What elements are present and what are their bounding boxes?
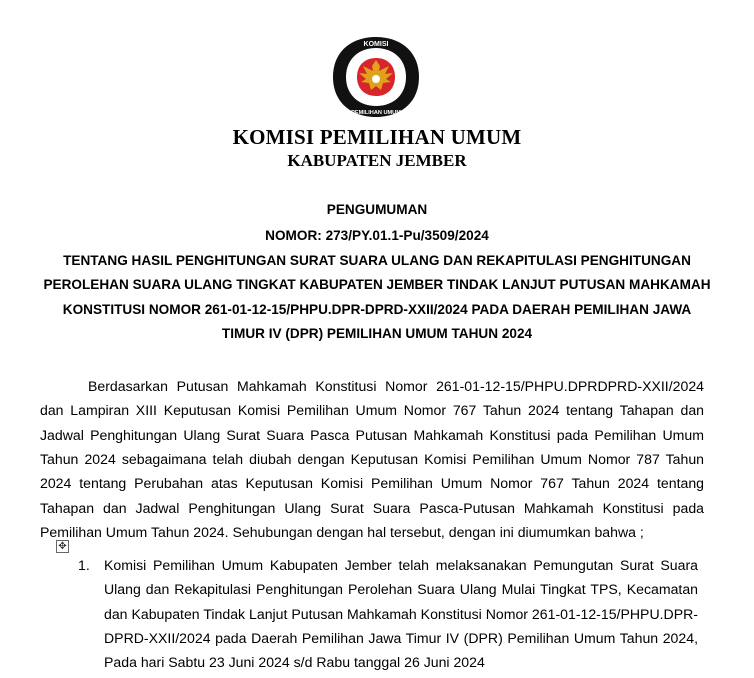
kpu-logo [331, 36, 421, 118]
move-cross-icon[interactable]: ✥ [56, 540, 69, 553]
logo-text-top: KOMISI [363, 41, 389, 48]
list-item-text: Komisi Pemilihan Umum Kabupaten Jember telah melaksanakan Pemungutan Surat Suara Ulang dan Rekapitulasi Penghitungan Perolehan Suara Ulang Mulai Tingkat TPS, Kecamatan dan Kabupaten Tindak Lanjut Putusan Mahkamah Konstitusi Nomor 261-01-12-15/PHPU.DPR-DPRD-XXII/2024 pada Daerah Pemilihan Jawa Timur IV (DPR) Pemilihan Umum Tahun 2024, Pada hari Sabtu 23 Juni 2024 s/d Rabu tanggal 26 Juni 2024 [104, 557, 698, 671]
org-name: KOMISI PEMILIHAN UMUM [232, 125, 522, 149]
announcement-subject: TENTANG HASIL PENGHITUNGAN SURAT SUARA ULANG DAN REKAPITULASI PENGHITUNGAN PEROLEHAN SUARA ULANG TINGKAT KABUPATEN JEMBER TINDAK LANJUT PUTUSAN MAHKAMAH KONSTITUSI NOMOR 261-01-12-15/PHPU.DPR-DPRD-XXII/2024 PADA DAERAH PEMILIHAN JAWA TIMUR IV (DPR) PEMILIHAN UMUM TAHUN 2024 [43, 253, 711, 341]
list-item-number: 1. [78, 557, 90, 573]
body-paragraph: Berdasarkan Putusan Mahkamah Konstitusi Nomor 261-01-12-15/PHPU.DPRDPRD-XXII/2024 dan Lampiran XIII Keputusan Komisi Pemilihan Umum Nomor 767 Tahun 2024 tentang Tahapan dan Jadwal Penghitungan Ulang Surat Suara Pasca Putusan Mahkamah Konstitusi pada Pemilihan Umum Tahun 2024 sebagaimana telah diubah dengan Keputusan Komisi Pemilihan Umum Nomor 787 Tahun 2024 tentang Perubahan atas Keputusan Komisi Pemilihan Umum Nomor 767 Tahun 2024 tentang Tahapan dan Jadwal Penghitungan Ulang Surat Suara Pasca-Putusan Mahkamah Konstitusi pada Pemilihan Umum Tahun 2024. Sehubungan dengan hal tersebut, dengan ini diumumkan bahwa ; [40, 378, 704, 541]
region-name: KABUPATEN JEMBER [287, 151, 467, 170]
logo-text-bottom: PEMILIHAN UMUM [351, 110, 401, 116]
announcement-number: NOMOR: 273/PY.01.1-Pu/3509/2024 [265, 228, 489, 243]
announcement-title: PENGUMUMAN [326, 202, 428, 217]
